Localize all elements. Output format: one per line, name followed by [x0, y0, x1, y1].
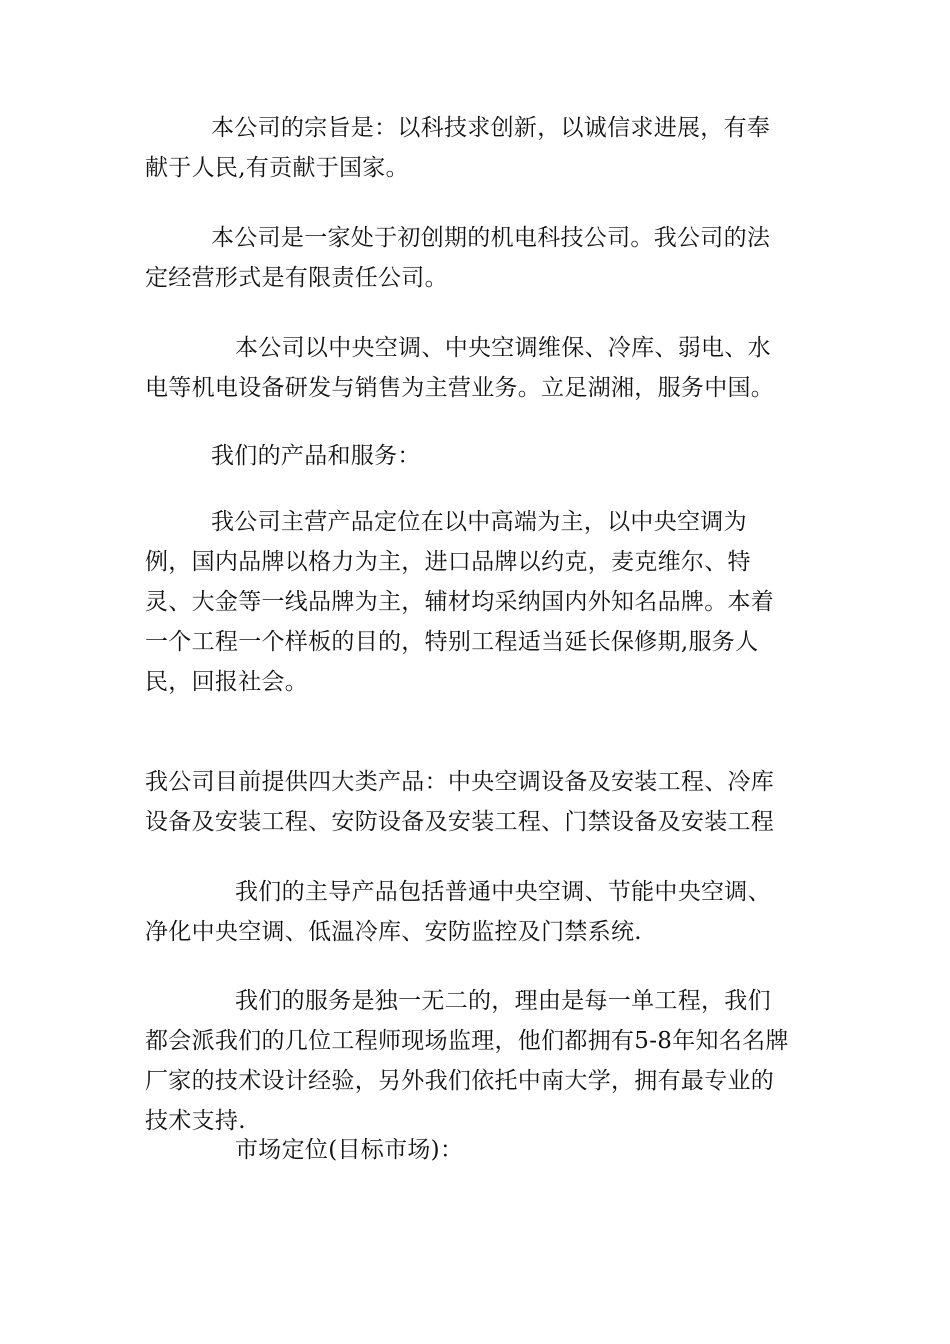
main-products-paragraph: 我们的主导产品包括普通中央空调、节能中央空调、净化中央空调、低温冷库、安防监控及门禁系统. [145, 879, 771, 945]
main-business-paragraph: 本公司以中央空调、中央空调维保、冷库、弱电、水电等机电设备研发与销售为主营业务。立足湖湘，服务中国。 [145, 335, 775, 401]
mission-paragraph: 本公司的宗旨是：以科技求创新，以诚信求进展，有奉献于人民,有贡献于国家。 [145, 115, 771, 181]
company-type-paragraph: 本公司是一家处于初创期的机电科技公司。我公司的法定经营形式是有限责任公司。 [145, 225, 771, 291]
product-positioning-paragraph: 我公司主营产品定位在以中高端为主，以中央空调为例，国内品牌以格力为主，进口品牌以约克，麦克维尔、特灵、大金等一线品牌为主，辅材均采纳国内外知名品牌。本着一个工程一个样板的目的，特别工程适当延长保修期,服务人民，回报社会。 [145, 509, 775, 695]
service-paragraph: 我们的服务是独一无二的，理由是每一单工程，我们都会派我们的几位工程师现场监理，他们都拥有5-8年知名名牌厂家的技术设计经验，另外我们依托中南大学，拥有最专业的技术支持. [145, 988, 789, 1134]
market-positioning-heading: 市场定位(目标市场)： [235, 1137, 464, 1163]
products-services-heading: 我们的产品和服务： [211, 443, 421, 469]
product-categories-paragraph: 我公司目前提供四大类产品：中央空调设备及安装工程、冷库设备及安装工程、安防设备及安装工程、门禁设备及安装工程 [145, 769, 775, 835]
